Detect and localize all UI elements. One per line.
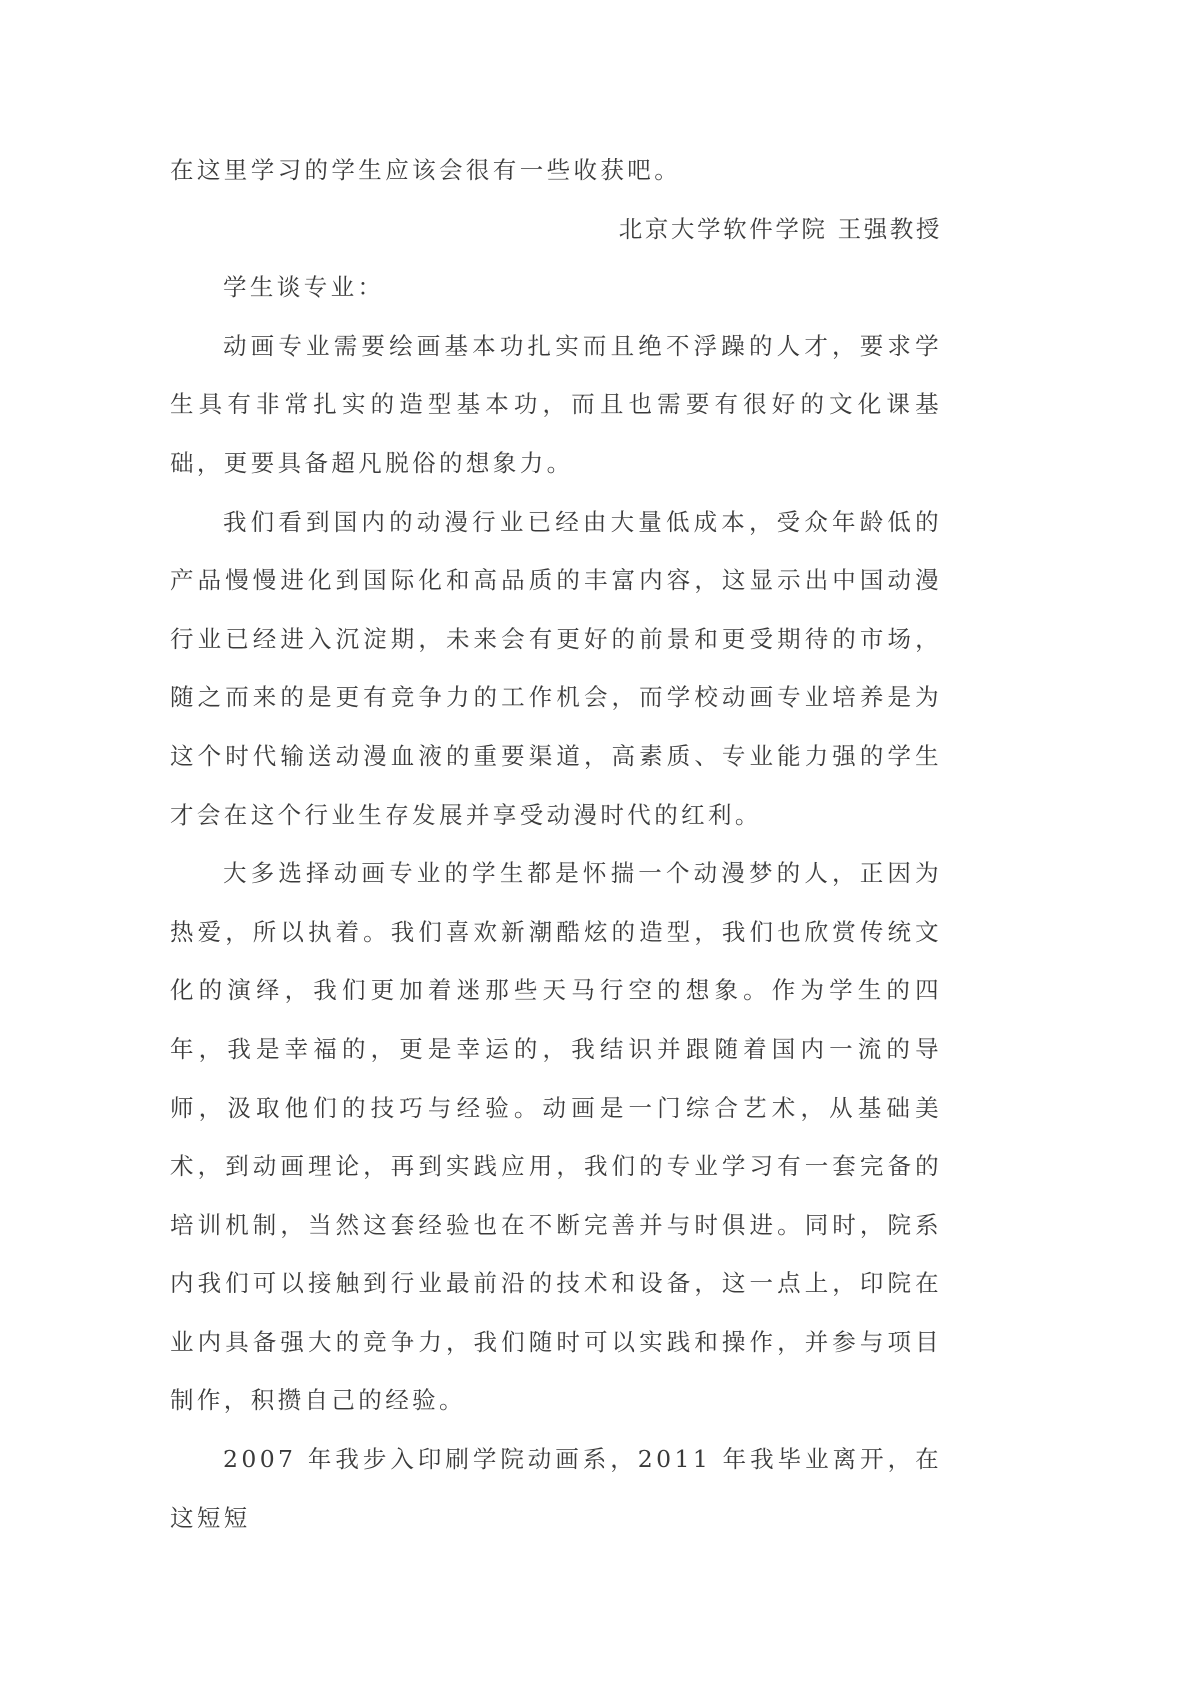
- paragraph: 2007 年我步入印刷学院动画系，2011 年我毕业离开，在这短短: [170, 1445, 942, 1532]
- author-signature: 北京大学软件学院 王强教授: [618, 214, 942, 243]
- paragraph: 我们看到国内的动漫行业已经由大量低成本，受众年龄低的产品慢慢进化到国际化和高品质的丰富内容，这显示出中国动漫行业已经进入沉淀期，未来会有更好的前景和更受期待的市场，随之而来的是更有竞争力的工作机会，而学校动画专业培养是为这个时代输送动漫血液的重要渠道，高素质、专业能力强的学生才会在这个行业生存发展并享受动漫时代的红利。: [170, 507, 942, 829]
- paragraph: 大多选择动画专业的学生都是怀揣一个动漫梦的人，正因为热爱，所以执着。我们喜欢新潮酷炫的造型，我们也欣赏传统文化的演绎，我们更加着迷那些天马行空的想象。作为学生的四年，我是幸福的，更是幸运的，我结识并跟随着国内一流的导师，汲取他们的技巧与经验。动画是一门综合艺术，从基础美术，到动画理论，再到实践应用，我们的专业学习有一套完备的培训机制，当然这套经验也在不断完善并与时俱进。同时，院系内我们可以接触到行业最前沿的技术和设备，这一点上，印院在业内具备强大的竞争力，我们随时可以实践和操作，并参与项目制作，积攒自己的经验。: [170, 859, 942, 1415]
- paragraph: 动画专业需要绘画基本功扎实而且绝不浮躁的人才，要求学生具有非常扎实的造型基本功，而且也需要有很好的文化课基础，更要具备超凡脱俗的想象力。: [170, 331, 942, 477]
- document-page: [170, 141, 942, 1547]
- section-heading: 学生谈专业：: [223, 273, 385, 302]
- closing-line: 在这里学习的学生应该会很有一些收获吧。: [170, 156, 682, 184]
